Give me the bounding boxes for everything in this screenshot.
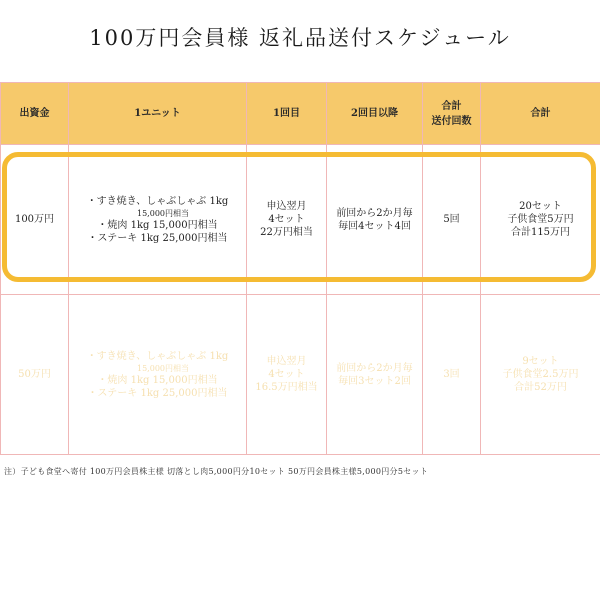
count-cell: 5回	[423, 145, 481, 295]
header-investment: 出資金	[1, 83, 69, 145]
table-header-row	[1, 83, 600, 145]
total-line: 20セット	[519, 201, 562, 212]
total-cell	[481, 145, 600, 295]
table-row	[1, 295, 600, 455]
later-line: 毎回3セット2回	[338, 375, 411, 387]
later-cell	[327, 295, 423, 455]
table-row	[1, 145, 600, 295]
later-cell	[327, 145, 423, 295]
unit-item: ・すき焼き、しゃぶしゃぶ 1kg	[86, 195, 229, 207]
header-count-line: 合計	[441, 100, 462, 112]
header-later: 2回目以降	[327, 83, 423, 145]
header-first: 1回目	[247, 83, 327, 145]
unit-item: ・焼肉 1kg 15,000円相当	[97, 374, 218, 386]
unit-item-note: 15,000円相当	[137, 363, 189, 373]
investment-cell: 50万円	[1, 295, 69, 455]
count-cell: 3回	[423, 295, 481, 455]
header-total: 合計	[481, 83, 600, 145]
investment-cell: 100万円	[1, 145, 69, 295]
unit-item-note: 15,000円相当	[137, 208, 189, 218]
first-line: 申込翌月	[266, 356, 307, 367]
first-line: 申込翌月	[266, 201, 307, 212]
page-title: 100万円会員様 返礼品送付スケジュール	[89, 26, 511, 50]
later-line: 前回から2か月毎	[336, 207, 413, 219]
total-line: 9セット	[522, 356, 559, 367]
total-line: 合計115万円	[510, 227, 571, 238]
unit-item: ・焼肉 1kg 15,000円相当	[97, 219, 218, 231]
unit-item: ・すき焼き、しゃぶしゃぶ 1kg	[86, 350, 229, 362]
first-cell	[247, 295, 327, 455]
first-cell	[247, 145, 327, 295]
header-unit: 1ユニット	[69, 83, 247, 145]
total-cell	[481, 295, 600, 455]
header-count-text	[429, 99, 474, 129]
later-line: 毎回4セット4回	[338, 220, 411, 232]
first-line: 4セット	[268, 214, 305, 225]
unit-item: ・ステーキ 1kg 25,000円相当	[87, 387, 228, 399]
total-line: 合計52万円	[514, 382, 567, 393]
total-line: 子供食堂5万円	[507, 214, 574, 225]
header-count-line: 送付回数	[431, 115, 472, 127]
total-line: 子供食堂2.5万円	[502, 369, 579, 380]
unit-cell	[69, 145, 247, 295]
first-line: 16.5万円相当	[255, 382, 318, 393]
header-count	[423, 83, 481, 145]
first-line: 22万円相当	[260, 227, 313, 238]
footnote: 注）子ども食堂へ寄付 100万円会員株主様 切落とし肉5,000円分10セット 50万円会員株主様5,000円分5セット	[4, 467, 429, 476]
first-line: 4セット	[268, 369, 305, 380]
unit-item: ・ステーキ 1kg 25,000円相当	[87, 232, 228, 244]
schedule-table	[0, 82, 600, 455]
later-line: 前回から2か月毎	[336, 362, 413, 374]
unit-cell	[69, 295, 247, 455]
